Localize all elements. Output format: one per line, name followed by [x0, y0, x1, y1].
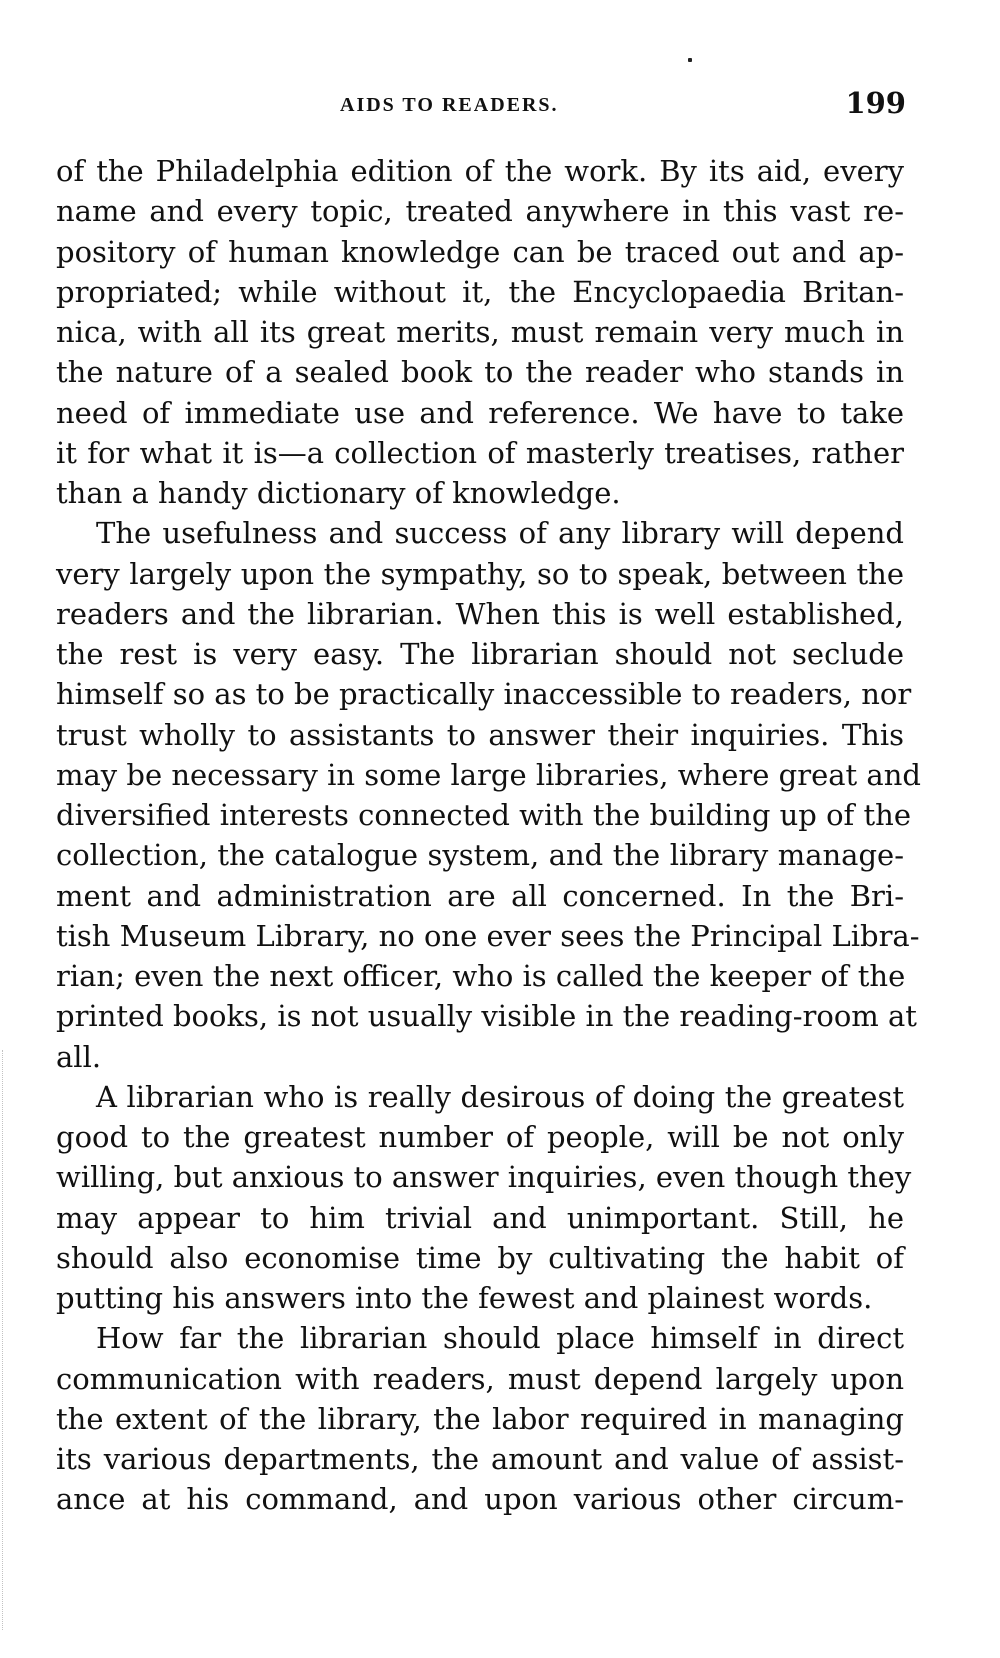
text-line: very largely upon the sympathy, so to speak, between the [56, 556, 904, 591]
text-line: than a handy dictionary of knowledge. [56, 476, 621, 510]
text-line: need of immediate use and reference. We have to take [56, 395, 904, 430]
text-line: diversified interests connected with the building up of the [56, 798, 911, 832]
text-line: name and every topic, treated anywhere in this vast re- [56, 194, 904, 229]
text-line: The usefulness and success of any library will depend [96, 516, 904, 551]
text-line: all. [56, 1039, 102, 1074]
text-line: himself so as to be practically inaccessible to readers, nor [56, 677, 912, 712]
text-line: nica, with all its great merits, must remain very much in [56, 315, 904, 349]
text-line: should also economise time by cultivating the habit of [56, 1240, 904, 1275]
running-title: AIDS TO READERS. [340, 94, 559, 116]
text-line: ment and administration are all concerned. In the Bri- [56, 878, 904, 913]
text-line: putting his answers into the fewest and plainest words. [56, 1281, 873, 1315]
text-line: willing, but anxious to answer inquiries, even though they [56, 1160, 912, 1195]
paragraph [56, 513, 921, 1077]
text-line: propriated; while without it, the Encyclopaedia Britan- [56, 274, 904, 309]
ink-speck [688, 58, 692, 62]
text-line: it for what it is—a collection of masterly treatises, rather [56, 435, 904, 470]
text-line: tish Museum Library, no one ever sees the Principal Libra- [56, 918, 920, 953]
text-line: trust wholly to assistants to answer their inquiries. This [56, 717, 904, 752]
text-line: How far the librarian should place himself in direct [96, 1321, 904, 1356]
paragraph [56, 1077, 912, 1319]
text-line: may be necessary in some large libraries, where great and [56, 757, 921, 792]
page-number: 199 [845, 86, 906, 120]
text-line: pository of human knowledge can be traced out and ap- [56, 234, 904, 269]
text-line: ance at his command, and upon various other circum- [56, 1482, 904, 1517]
text-line: the nature of a sealed book to the reader who stands in [56, 355, 904, 390]
body-text [56, 151, 921, 1520]
text-line: printed books, is not usually visible in the reading-room at [56, 999, 917, 1034]
text-line: communication with readers, must depend largely upon [56, 1361, 904, 1396]
margin-scan-artifact [2, 1050, 9, 1630]
text-line: collection, the catalogue system, and the library manage- [56, 838, 904, 873]
paragraph [56, 1318, 904, 1519]
text-line: A librarian who is really desirous of doing the greatest [96, 1079, 904, 1114]
text-line: its various departments, the amount and value of assist- [56, 1442, 904, 1476]
text-line: rian; even the next officer, who is called the keeper of the [56, 959, 906, 993]
paragraph [56, 151, 904, 513]
text-line: the extent of the library, the labor required in managing [56, 1401, 904, 1436]
text-line: may appear to him trivial and unimportant. Still, he [56, 1200, 904, 1235]
text-line: of the Philadelphia edition of the work. By its aid, every [56, 154, 904, 188]
text-line: readers and the librarian. When this is well established, [56, 596, 904, 631]
text-line: the rest is very easy. The librarian should not seclude [56, 637, 904, 671]
text-line: good to the greatest number of people, will be not only [56, 1120, 904, 1154]
